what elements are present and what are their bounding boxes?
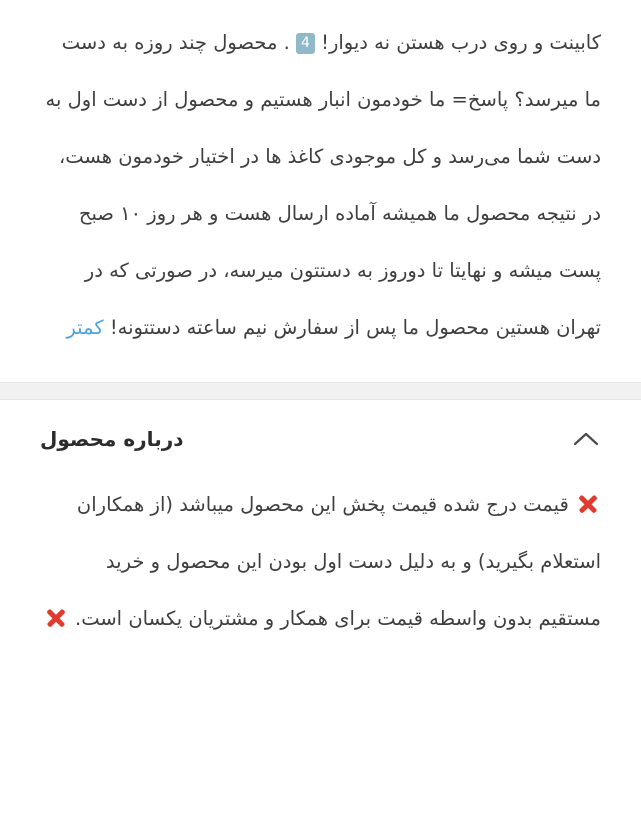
description-paragraph [40, 14, 601, 356]
product-description-block [0, 0, 641, 382]
about-line-4: است. [75, 607, 123, 630]
page-filler [0, 677, 641, 820]
description-line-2: . محصول چند روزه به [112, 31, 290, 54]
about-line-2: همکاران استعلام بگیرید) و به دلیل دست اول بودن این محصول [76, 493, 601, 573]
about-product-text [40, 476, 601, 647]
description-line-5: خودمون هست، در نتیجه محصول ما همیشه آماده ارسال هست [58, 145, 601, 225]
section-divider [0, 382, 641, 400]
red-x-icon [577, 493, 599, 515]
description-badge-number: 4 [296, 33, 315, 54]
description-line-7: صورتی که در تهران هستین محصول ما پس از سفارش نیم ساعته [84, 259, 601, 339]
red-x-icon-end [45, 607, 67, 629]
show-less-link[interactable]: کمتر [66, 316, 104, 339]
description-line-8: دستتونه! [109, 316, 181, 339]
description-line-3: دست ما میرسد؟ پاسخ= ما خودمون انبار هستیم و محصول از [61, 31, 601, 111]
chevron-up-icon[interactable] [571, 424, 601, 454]
about-product-body [0, 474, 641, 677]
description-line-1: کابینت و روی درب هستن نه دیوار! [321, 31, 601, 54]
about-product-section [0, 400, 641, 677]
about-product-header[interactable] [0, 400, 641, 474]
description-line-4: دست اول به دست شما می‌رسد و کل موجودی کاغذ ها در اختیار [45, 88, 601, 168]
about-line-3: و خرید مستقیم بدون واسطه قیمت برای همکار و مشتریان یکسان [105, 550, 601, 630]
about-product-title: درباره محصول [40, 427, 184, 451]
about-line-1: قیمت درج شده قیمت پخش این محصول میباشد (از [150, 493, 569, 516]
description-line-6: و هر روز ۱۰ صبح پست میشه و نهایتا تا دوروز به دستتون میرسه، در [78, 202, 601, 282]
